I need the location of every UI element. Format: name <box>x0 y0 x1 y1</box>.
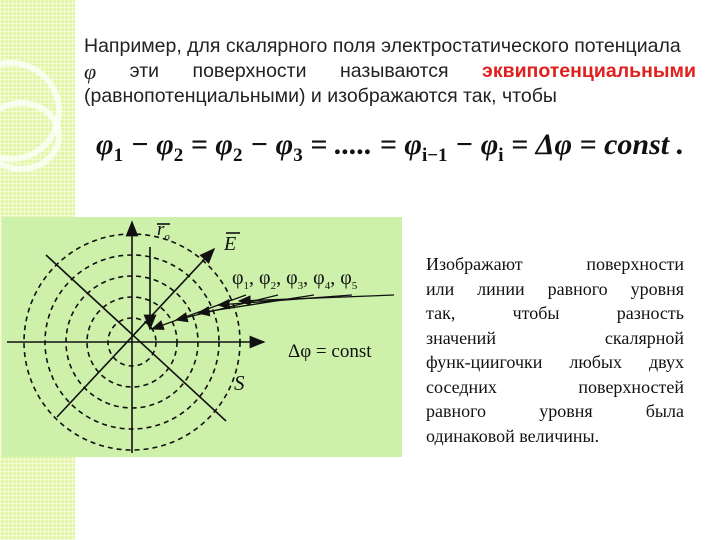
field-label: E <box>224 233 237 255</box>
explanation-line: значений скалярной <box>426 327 684 348</box>
explanation-line: функ-циигочки любых двух <box>426 352 684 372</box>
equipotential-diagram <box>2 217 402 457</box>
explanation-line: Изображают поверхности <box>426 254 684 274</box>
intro-word: эти <box>129 60 160 82</box>
intro-word: называются <box>339 60 449 82</box>
field-lines <box>46 249 226 421</box>
phi-symbol: φ <box>84 59 97 84</box>
equipotential-figure <box>2 217 402 457</box>
intro-line-3: (равнопотенциальными) и изображаются так, чтобы <box>84 85 557 107</box>
explanation-paragraph <box>426 252 684 448</box>
intro-line-2 <box>84 59 696 84</box>
explanation-line: равного уровня была <box>426 401 684 421</box>
pointer-arrows <box>152 295 394 329</box>
intro-paragraph <box>84 34 696 109</box>
potential-labels: $\varphi_1$, $\varphi_2$, $\varphi_3$, $\varphi_4$, $\varphi_5$ <box>232 267 358 292</box>
intro-line-1: Например, для скалярного поля электростатического потенциала <box>84 35 681 57</box>
surface-label: S <box>234 371 245 395</box>
explanation-line: соседних поверхностей <box>426 376 684 397</box>
explanation-line: одинаковой величины. <box>426 425 600 446</box>
potential-difference-formula: $\varphi_1 - \varphi_2 = \varphi_2 - \varphi_3$ = ..... = $\varphi_{i-1} - \varphi_i = \Delta\varphi$ = const . <box>96 128 685 166</box>
explanation-line: или линии равного уровня <box>426 278 684 299</box>
radius-label: $r_o$ <box>157 219 170 243</box>
highlighted-term: эквипотенциальными <box>482 60 696 82</box>
intro-word: поверхности <box>192 60 307 82</box>
explanation-line: так, чтобы разность <box>426 303 684 323</box>
delta-phi-label: Δφ = const <box>288 341 372 362</box>
